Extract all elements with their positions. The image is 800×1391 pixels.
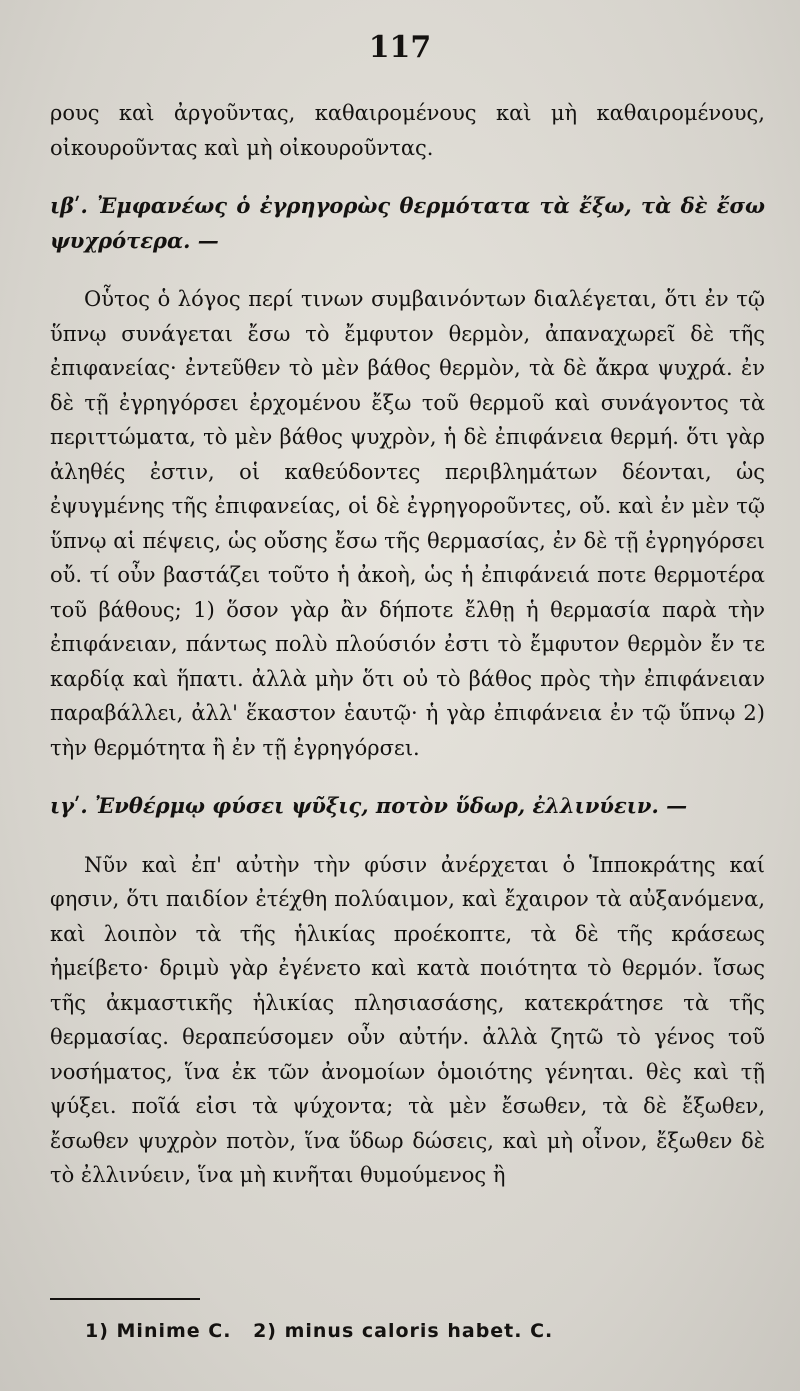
aphorism-text: Ἐμφανέως ὁ ἐγρηγορὼς θερμότατα τὰ ἔξω, τὰ δὲ ἔσω ψυχρότερα. — (50, 193, 766, 253)
commentary-13: Νῦν καὶ ἐπ' αὐτὴν τὴν φύσιν ἀνέρχεται ὁ Ἱπποκράτης καί φησιν, ὅτι παιδίον ἐτέχθη πολύαιμον, καὶ ἔχαιρον τὰ αὐξανόμενα, καὶ λοιπὸν τὰ τῆς ἡλικίας προέκοπτε, τὰ δὲ τῆς κράσεως ἠμείβετο· δριμὺ γὰρ ἐγένετο καὶ κατὰ ποιότητα τὸ θερμόν. ἴσως τῆς ἀκμαστικῆς ἡλικίας πλησιασάσης, κατεκράτησε τὰ τῆς θερμασίας. θεραπεύσομεν οὖν αὐτήν. ἀλλὰ ζητῶ τὸ γένος τοῦ νοσήματος, ἵνα ἐκ τῶν ἀνομοίων ὁμοιότης γένηται. θὲς καὶ τῇ ψύξει. ποῖά εἰσι τὰ ψύχοντα; τὰ μὲν ἔσωθεν, τὰ δὲ ἔξωθεν, ἔσωθεν ψυχρὸν ποτὸν, ἵνα ὕδωρ δώσεις, καὶ μὴ οἶνον, ἔξωθεν δὲ τὸ ἐλλινύειν, ἵνα μὴ κινῆται θυμούμενος ἢ (50, 852, 765, 1187)
commentary-12: Οὗτος ὁ λόγος περί τινων συμβαινόντων διαλέγεται, ὅτι ἐν τῷ ὕπνῳ συνάγεται ἔσω τὸ ἔμφυτον θερμὸν, ἀπαναχωρεῖ δὲ τῆς ἐπιφανείας· ἐντεῦθεν τὸ μὲν βάθος θερμὸν, τὰ δὲ ἄκρα ψυχρά. ἐν δὲ τῇ ἐγρηγόρσει ἐρχομένου ἔξω τοῦ θερμοῦ καὶ συνάγοντος τὰ περιττώματα, τὸ μὲν βάθος ψυχρὸν, ἡ δὲ ἐπιφάνεια θερμή. ὅτι γὰρ ἀληθές ἐστιν, οἱ καθεύδοντες περιβλημάτων δέονται, ὡς ἐψυγμένης τῆς ἐπιφανείας, οἱ δὲ ἐγρηγοροῦντες, οὔ. καὶ ἐν μὲν τῷ ὕπνῳ αἱ πέψεις, ὡς οὔσης ἔσω τῆς θερμασίας, ἐν δὲ τῇ ἐγρηγόρσει οὔ. τί οὖν βαστάζει τοῦτο ἡ ἀκοὴ, ὡς ἡ ἐπιφάνειά ποτε θερμοτέρα τοῦ βάθους; 1) ὅσον γὰρ ἂν δήποτε ἔλθῃ ἡ θερμασία παρὰ τὴν ἐπιφάνειαν, πάντως πολὺ πλούσιόν ἐστι τὸ ἔμφυτον θερμὸν ἔν τε καρδίᾳ καὶ ἥπατι. ἀλλὰ μὴν ὅτι οὐ τὸ βάθος πρὸς τὴν ἐπιφάνειαν παραβάλλει, ἀλλ' ἕκαστον ἑαυτῷ· ἡ γὰρ ἐπιφάνεια ἐν τῷ ὕπνῳ 2) τὴν θερμότητα ἢ ἐν τῇ ἐγρηγόρσει. (50, 287, 765, 760)
body-text (50, 96, 765, 1193)
aphorism-12 (50, 189, 765, 258)
aphorism-13 (50, 789, 765, 824)
paragraph-continuation: ρους καὶ ἀργοῦντας, καθαιρομένους καὶ μὴ καθαιρομένους, οἰκουροῦντας καὶ μὴ οἰκουροῦντας. (50, 101, 765, 160)
footnote-1: 1) Minime C. (85, 1320, 232, 1342)
page-number: 117 (368, 30, 432, 65)
footnotes (85, 1320, 567, 1342)
footnote-2: 2) minus caloris habet. C. (253, 1320, 554, 1342)
aphorism-number: ιγʹ. (50, 793, 88, 818)
aphorism-text: Ἐνθέρμῳ φύσει ψῦξις, ποτὸν ὕδωρ, ἐλλινύειν. — (95, 793, 688, 818)
footnote-divider (50, 1298, 200, 1300)
aphorism-number: ιβʹ. (50, 193, 88, 218)
